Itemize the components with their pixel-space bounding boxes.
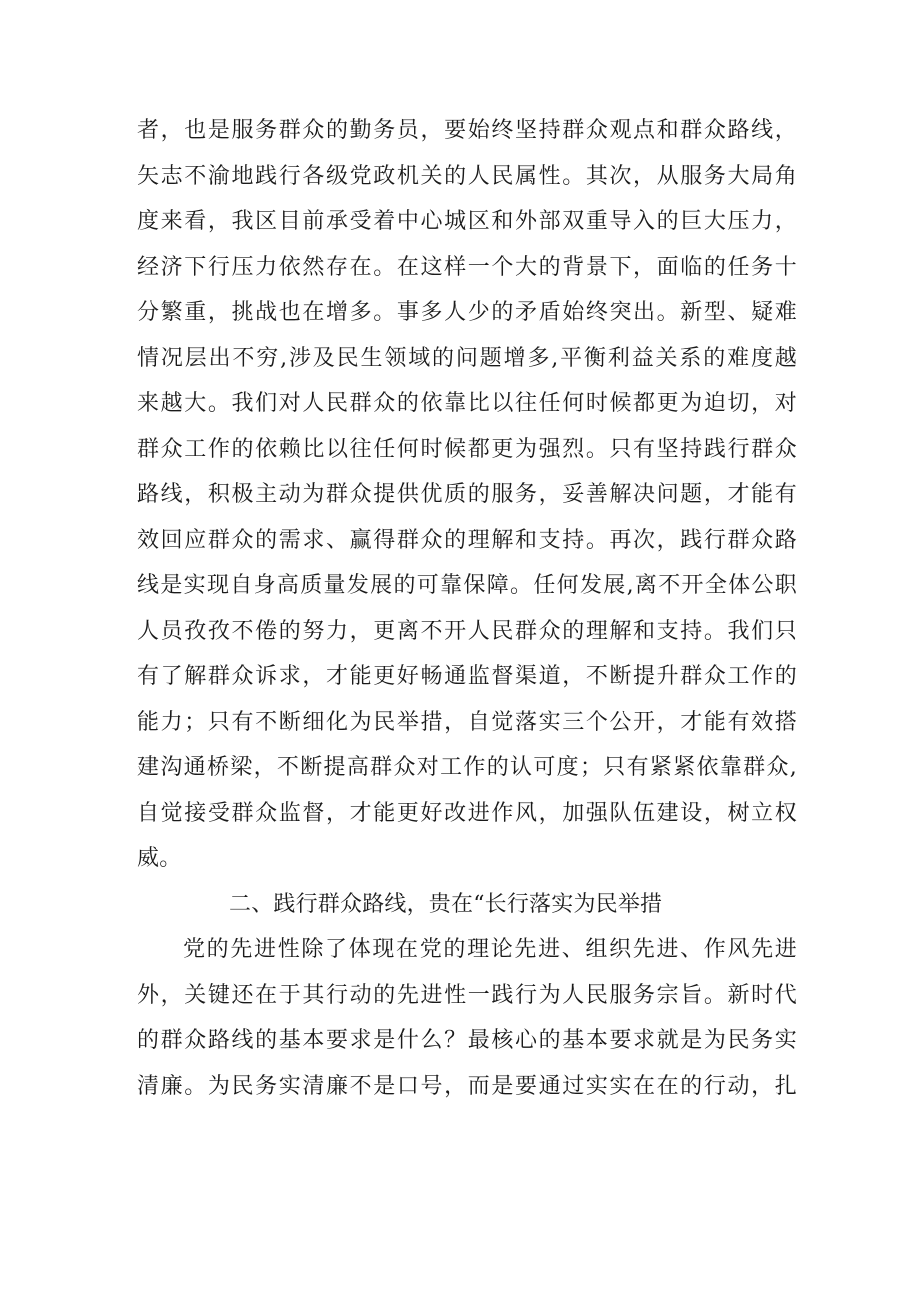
text-line: 度来看，我区目前承受着中心城区和外部双重导入的巨大压力， <box>137 209 797 234</box>
text-line: 效回应群众的需求、赢得群众的理解和支持。再次，践行群众路 <box>137 527 797 553</box>
text-line: 者，也是服务群众的勤务员，要始终坚持群众观点和群众路线， <box>137 118 797 143</box>
text-line: 的群众路线的基本要求是什么？最核心的基本要求就是为民务实 <box>137 1028 797 1053</box>
text-line: 群众工作的依赖比以往任何时候都更为强烈。只有坚持践行群众 <box>137 436 797 462</box>
text-line: 有了解群众诉求，才能更好畅通监督渠道，不断提升群众工作的 <box>137 664 797 689</box>
text-line: 外，关键还在于其行动的先进性一践行为人民服务宗旨。新时代 <box>137 982 797 1008</box>
text-line: 经济下行压力依然存在。在这样一个大的背景下，面临的任务十 <box>137 254 797 280</box>
text-line: 威。 <box>137 846 182 871</box>
text-line: 来越大。我们对人民群众的依靠比以往任何时候都更为迫切，对 <box>137 391 797 416</box>
text-line: 建沟通桥梁，不断提高群众对工作的认可度；只有紧紧依靠群众, <box>137 755 797 780</box>
text-line: 矢志不渝地践行各级党政机关的人民属性。其次，从服务大局角 <box>137 163 797 189</box>
text-line: 自觉接受群众监督，才能更好改进作风，加强队伍建设，树立权 <box>137 800 797 826</box>
text-line: 人员孜孜不倦的努力，更离不开人民群众的理解和支持。我们只 <box>137 618 797 644</box>
text-line: 路线，积极主动为群众提供优质的服务，妥善解决问题，才能有 <box>137 482 797 507</box>
section-heading: 二、践行群众路线，贵在“长行落实为民举措 <box>229 891 663 917</box>
text-line: 党的先进性除了体现在党的理论先进、组织先进、作风先进 <box>183 937 797 962</box>
text-line: 清廉。为民务实清廉不是口号，而是要通过实实在在的行动，扎 <box>137 1073 797 1099</box>
text-line: 线是实现自身高质量发展的可靠保障。任何发展,离不开全体公职 <box>137 573 797 598</box>
text-line: 分繁重，挑战也在增多。事多人少的矛盾始终突出。新型、疑难 <box>137 300 797 325</box>
text-line: 情况层出不穷,涉及民生领域的问题增多,平衡利益关系的难度越 <box>137 345 797 371</box>
document-body <box>137 108 797 1109</box>
text-line: 能力；只有不断细化为民举措，自觉落实三个公开，才能有效搭 <box>137 709 797 735</box>
